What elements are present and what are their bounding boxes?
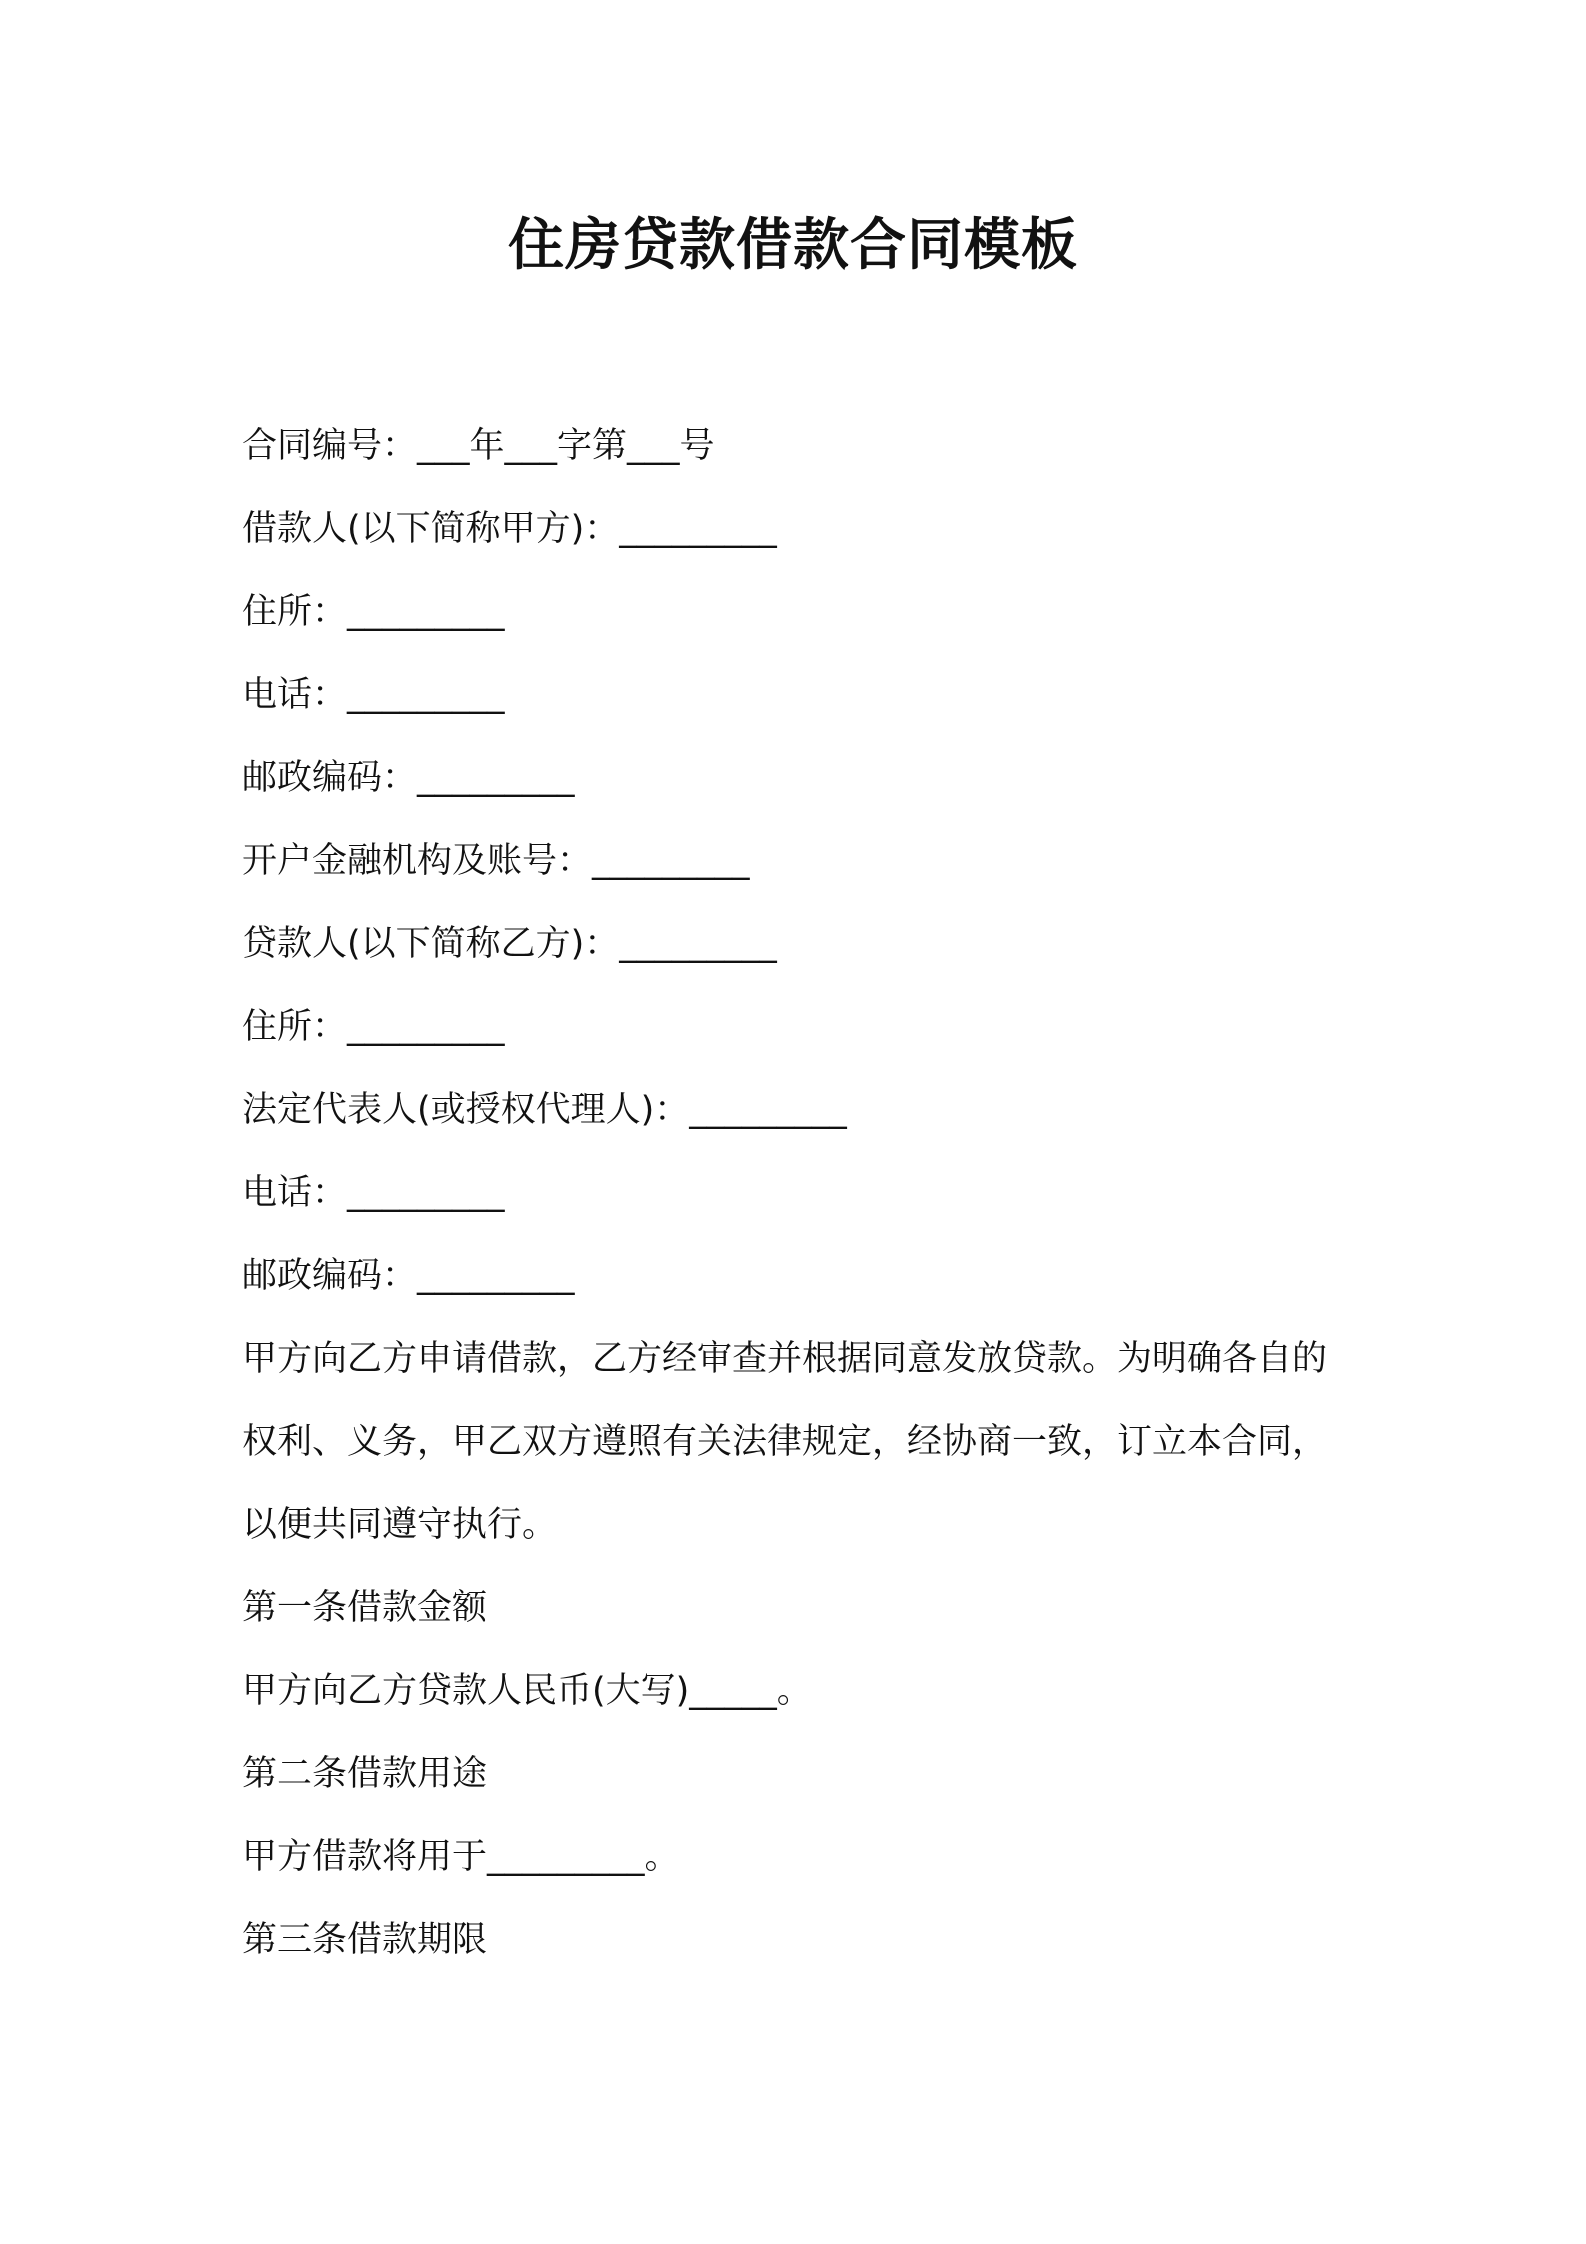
borrower-address-line: 住所：_________ bbox=[242, 592, 505, 632]
borrower-phone-line: 电话：_________ bbox=[242, 675, 505, 715]
contract-number-line: 合同编号：___年___字第___号 bbox=[242, 426, 715, 466]
borrower-postcode-line: 邮政编码：_________ bbox=[242, 758, 575, 798]
borrower-name-line: 借款人(以下简称甲方)：_________ bbox=[242, 509, 777, 549]
lender-name-line: 贷款人(以下简称乙方)：_________ bbox=[242, 924, 777, 964]
section-heading: 第一条借款金额 bbox=[242, 1588, 488, 1628]
lender-address-line: 住所：_________ bbox=[242, 1007, 505, 1047]
section-heading: 第三条借款期限 bbox=[242, 1920, 488, 1960]
lender-postcode-line: 邮政编码：_________ bbox=[242, 1256, 575, 1296]
lender-representative-line: 法定代表人(或授权代理人)：_________ bbox=[242, 1090, 847, 1130]
document-title: 住房贷款借款合同模板 bbox=[508, 213, 1078, 278]
intro-paragraph: 甲方向乙方申请借款，乙方经审查并根据同意发放贷款。为明确各自的权利、义务，甲乙双方遵照有关法律规定，经协商一致，订立本合同，以便共同遵守执行。 bbox=[242, 1339, 1328, 1545]
document-body bbox=[242, 405, 1358, 1982]
section-text: 甲方向乙方贷款人民币(大写)_____。 bbox=[242, 1671, 812, 1711]
section-text: 甲方借款将用于_________。 bbox=[242, 1837, 680, 1877]
section-heading: 第二条借款用途 bbox=[242, 1754, 488, 1794]
lender-phone-line: 电话：_________ bbox=[242, 1173, 505, 1213]
borrower-bank-account-line: 开户金融机构及账号：_________ bbox=[242, 841, 750, 881]
